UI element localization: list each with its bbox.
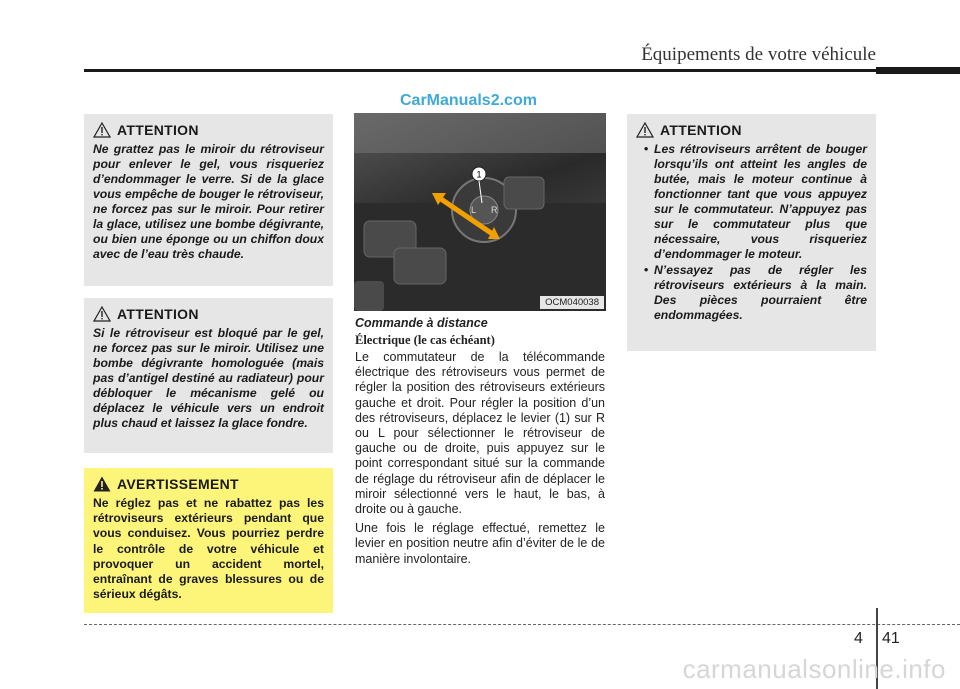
mirror-control-illustration [354, 113, 606, 311]
attention-box-3 [627, 114, 876, 351]
attention-1-text: Ne grattez pas le miroir du rétroviseur pour enlever le gel, vous risqueriez d’endommager le verre. Si de la glace vous empêche de bouger le rétroviseur, ne forcez pas sur le miroir. Pour retirer la glace, utilisez une bombe dégivrante, ou bien une éponge ou un chiffon doux avec de l’eau très chaude. [93, 142, 324, 261]
attention-3-list [636, 142, 867, 323]
header-rule-tail [876, 67, 960, 74]
page-number: 41 [882, 630, 900, 647]
body-paragraph: Le commutateur de la télécommande électrique des rétroviseurs vous permet de régler la position des rétroviseurs extérieurs gauche et droit. Pour régler la position d’un des rétroviseurs, déplacez le levier (1) sur R ou L pour sélectionner le rétroviseur de gauche ou de droite, puis appuyez sur le point correspondant situé sur la commande de réglage du rétroviseur afin de déplacer le miroir sélectionné vers le haut, le bas, à droite ou à gauche. [355, 350, 605, 517]
attention-2-title: ATTENTION [117, 306, 199, 322]
warning-text: Ne réglez pas et ne rabattez pas les rétroviseurs extérieurs pendant que vous conduisez. Vous pourriez perdre le contrôle de votre véhicule et provoquer un accident mortel, entraînant de graves blessures ou de sérieux dégâts. [93, 496, 324, 602]
page-header-title: Équipements de votre véhicule [641, 44, 876, 65]
warning-title: AVERTISSEMENT [117, 476, 239, 492]
switch-label-right: R [491, 205, 498, 215]
attention-box-1 [84, 114, 333, 286]
attention-3-title: ATTENTION [660, 122, 742, 138]
caution-triangle-icon [93, 306, 111, 322]
mirror-control-photo [354, 113, 606, 311]
footer-rule [84, 624, 960, 625]
caution-triangle-icon [93, 122, 111, 138]
watermark-bottom[interactable]: carmanualsonline.info [682, 654, 946, 684]
list-item: • Les rétroviseurs arrêtent de bouger lorsqu’ils ont atteint les angles de butée, mais le moteur continue à fonctionner tant que vous appuyez sur le commutateur. N’appuyez pas sur le commutateur plus que nécessaire, vous risqueriez d’endommager le moteur. [636, 142, 867, 262]
section-subhead: Commande à distance [355, 316, 488, 330]
photo-code: OCM040038 [540, 296, 604, 309]
attention-2-text: Si le rétroviseur est bloqué par le gel, ne forcez pas sur le miroir. Utilisez une bombe dégivrante homologuée (mais pas d’antigel destiné au radiateur) pour débloquer le mécanisme gelé ou déplacez le véhicule vers un endroit plus chaud et laissez la glace fondre. [93, 326, 324, 430]
header-rule [84, 69, 876, 72]
attention-1-title: ATTENTION [117, 122, 199, 138]
body-paragraph: Une fois le réglage effectué, remettez le levier en position neutre afin d’éviter de le de manière involontaire. [355, 521, 605, 566]
attention-box-2 [84, 298, 333, 453]
warning-triangle-icon [93, 476, 111, 492]
switch-label-left: L [471, 205, 477, 215]
caution-triangle-icon [636, 122, 654, 138]
list-item: • N’essayez pas de régler les rétroviseurs extérieurs à la main. Des pièces pourraient être endommagées. [636, 263, 867, 323]
watermark-top[interactable]: CarManuals2.com [400, 92, 537, 109]
warning-box [84, 468, 333, 613]
callout-1: 1 [476, 169, 482, 180]
section-subsubhead: Électrique (le cas échéant) [355, 333, 495, 347]
section-body [355, 350, 605, 571]
chapter-number: 4 [854, 630, 863, 647]
